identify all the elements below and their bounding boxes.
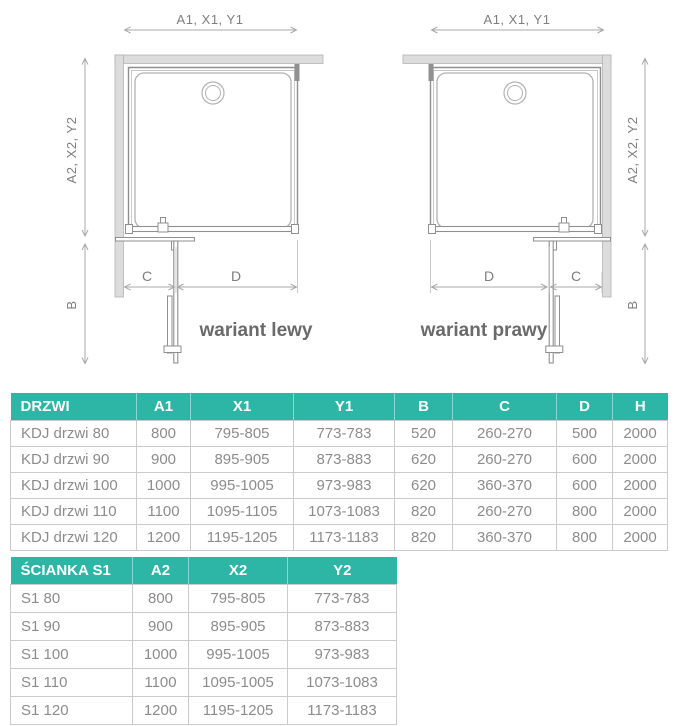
table-cell: 2000 <box>613 447 668 473</box>
hinge-knob <box>562 218 567 224</box>
table-cell: 1100 <box>137 499 191 525</box>
door-handle-foot <box>546 346 563 353</box>
column-header: DRZWI <box>11 393 137 421</box>
table-cell: 795-805 <box>189 585 288 613</box>
table-cell: 600 <box>557 473 613 499</box>
dim-label-side-lower: B <box>64 300 79 310</box>
top-wall <box>403 55 611 64</box>
table-cell: 973-983 <box>294 473 395 499</box>
table-cell: KDJ drzwi 110 <box>11 499 137 525</box>
dim-label-c: C <box>570 268 582 284</box>
column-header: H <box>613 393 668 421</box>
table-cell: 773-783 <box>294 421 395 447</box>
door-handle <box>555 296 560 353</box>
table-cell: KDJ drzwi 120 <box>11 525 137 551</box>
table-cell: 360-370 <box>453 473 557 499</box>
table-cell: 1195-1205 <box>191 525 294 551</box>
table-cell: 1073-1083 <box>288 669 397 697</box>
table-cell: 773-783 <box>288 585 397 613</box>
variant-caption: wariant lewy <box>199 320 313 341</box>
dim-label-top: A1, X1, Y1 <box>176 12 244 27</box>
wall-profile <box>429 64 434 81</box>
dim-label-side-upper: A2, X2, Y2 <box>625 116 640 184</box>
column-header: ŚCIANKA S1 <box>11 557 133 585</box>
column-header: X1 <box>191 393 294 421</box>
table-cell: 600 <box>557 447 613 473</box>
table-cell: 800 <box>137 421 191 447</box>
table-row <box>11 641 397 669</box>
track-end-cap <box>292 225 299 234</box>
wall-bracket <box>534 238 611 242</box>
door-track <box>127 227 298 232</box>
column-header: A2 <box>133 557 189 585</box>
table-cell: KDJ drzwi 100 <box>11 473 137 499</box>
table-cell: 520 <box>395 421 453 447</box>
table-cell: 1095-1105 <box>191 499 294 525</box>
table-cell: 620 <box>395 473 453 499</box>
top-wall <box>115 55 323 64</box>
table-cell: 2000 <box>613 473 668 499</box>
table-cell: 895-905 <box>189 613 288 641</box>
wall-bracket <box>116 238 195 242</box>
dim-label-c: C <box>141 268 153 284</box>
table-cell: 1200 <box>137 525 191 551</box>
table-row <box>11 473 668 499</box>
table-cell: S1 120 <box>11 697 133 725</box>
table-cell: 895-905 <box>191 447 294 473</box>
table-cell: S1 90 <box>11 613 133 641</box>
table-cell: S1 80 <box>11 585 133 613</box>
drzwi-header-row <box>11 393 668 421</box>
table-cell: 973-983 <box>288 641 397 669</box>
hinge-block <box>559 223 569 232</box>
table-row <box>11 421 668 447</box>
table-cell: 1200 <box>133 697 189 725</box>
hinge-block <box>158 223 168 232</box>
table-cell: 995-1005 <box>189 641 288 669</box>
track-end-cap <box>126 225 133 234</box>
shower-tray <box>437 73 593 228</box>
table-cell: 800 <box>557 499 613 525</box>
dim-label-side-lower: B <box>625 300 640 310</box>
table-cell: 1173-1183 <box>288 697 397 725</box>
table-cell: KDJ drzwi 90 <box>11 447 137 473</box>
track-end-cap <box>429 225 436 234</box>
column-header: D <box>557 393 613 421</box>
wall-profile <box>295 64 300 81</box>
drzwi-table <box>10 393 668 551</box>
column-header: X2 <box>189 557 288 585</box>
table-cell: 1100 <box>133 669 189 697</box>
table-cell: 260-270 <box>453 447 557 473</box>
right-wall <box>603 55 612 297</box>
dim-label-d: D <box>230 268 242 284</box>
table-row <box>11 697 397 725</box>
table-cell: 800 <box>133 585 189 613</box>
table-cell: S1 110 <box>11 669 133 697</box>
door-track <box>430 227 601 232</box>
table-cell: 360-370 <box>453 525 557 551</box>
table-cell: 1173-1183 <box>294 525 395 551</box>
table-cell: 1073-1083 <box>294 499 395 525</box>
scianka-table <box>10 557 397 725</box>
scianka-header-row <box>11 557 397 585</box>
table-cell: 500 <box>557 421 613 447</box>
column-header: C <box>453 393 557 421</box>
table-row <box>11 447 668 473</box>
door-handle-foot <box>164 346 181 353</box>
table-cell: 1000 <box>137 473 191 499</box>
column-header: A1 <box>137 393 191 421</box>
column-header: Y2 <box>288 557 397 585</box>
table-cell: 820 <box>395 525 453 551</box>
track-end-cap <box>595 225 602 234</box>
left-wall <box>115 55 124 297</box>
dim-label-side-upper: A2, X2, Y2 <box>64 116 79 184</box>
table-row <box>11 669 397 697</box>
column-header: Y1 <box>294 393 395 421</box>
table-cell: 2000 <box>613 421 668 447</box>
door-panel-open <box>549 241 553 363</box>
variant-caption: wariant prawy <box>420 320 548 341</box>
table-cell: 873-883 <box>288 613 397 641</box>
table-cell: 873-883 <box>294 447 395 473</box>
column-header: B <box>395 393 453 421</box>
left-variant-diagram <box>64 12 323 364</box>
table-cell: KDJ drzwi 80 <box>11 421 137 447</box>
table-cell: 260-270 <box>453 499 557 525</box>
table-cell: 795-805 <box>191 421 294 447</box>
table-cell: 1000 <box>133 641 189 669</box>
table-cell: 900 <box>137 447 191 473</box>
hinge-knob <box>161 218 166 224</box>
table-cell: 260-270 <box>453 421 557 447</box>
shower-tray <box>135 73 291 228</box>
table-row <box>11 613 397 641</box>
table-row <box>11 499 668 525</box>
dim-label-d: D <box>483 268 495 284</box>
table-cell: 900 <box>133 613 189 641</box>
table-cell: 1195-1205 <box>189 697 288 725</box>
table-cell: S1 100 <box>11 641 133 669</box>
table-cell: 995-1005 <box>191 473 294 499</box>
right-variant-diagram <box>403 12 645 364</box>
table-cell: 800 <box>557 525 613 551</box>
table-row <box>11 585 397 613</box>
table-cell: 2000 <box>613 499 668 525</box>
table-cell: 1095-1005 <box>189 669 288 697</box>
table-cell: 2000 <box>613 525 668 551</box>
table-cell: 620 <box>395 447 453 473</box>
table-row <box>11 525 668 551</box>
table-cell: 820 <box>395 499 453 525</box>
dim-label-top: A1, X1, Y1 <box>483 12 551 27</box>
door-handle <box>168 296 173 353</box>
